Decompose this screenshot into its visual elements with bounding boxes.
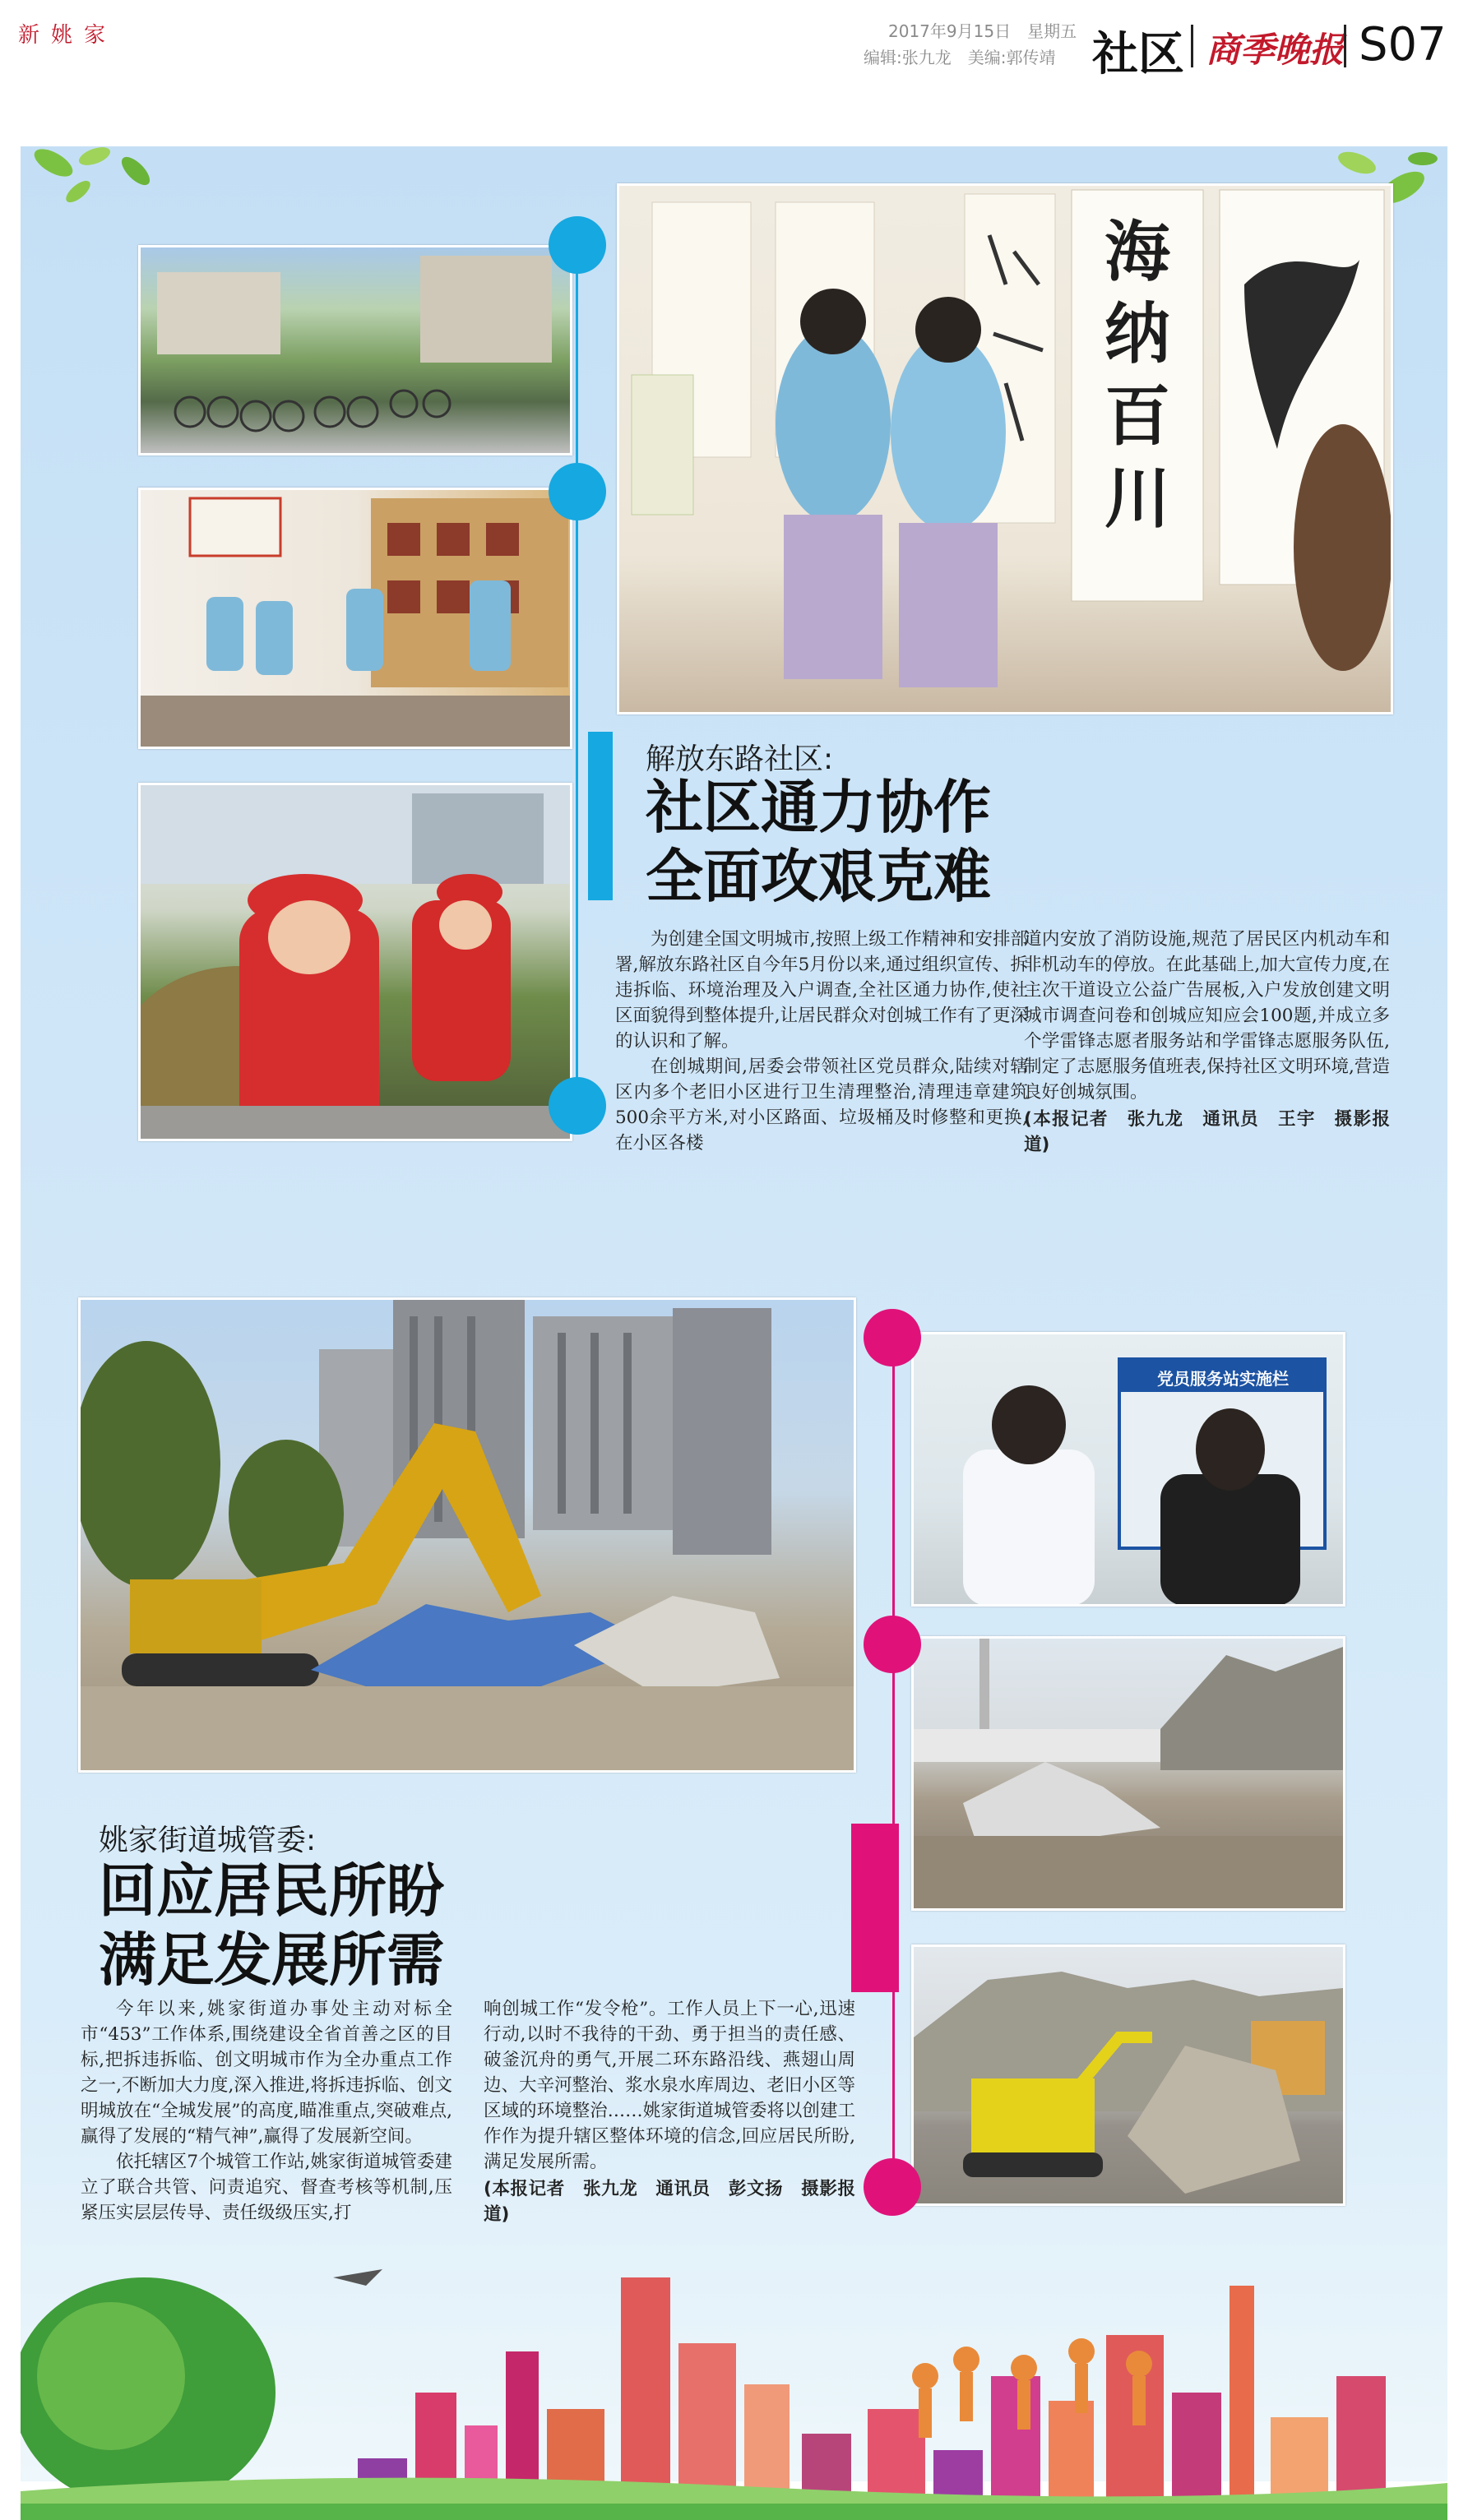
photo-rubble-site — [911, 1636, 1345, 1911]
photo-culture-room — [138, 488, 572, 749]
article2-paragraph: 依托辖区7个城管工作站,姚家街道城管委建立了联合共管、问责追究、督查考核等机制,压紧压实层层传导、责任级级压实,打 — [81, 2152, 452, 2223]
article1-paragraph: 道内安放了消防设施,规范了居民区内机动车和非机动车的停放。在此基础上,加大宣传力度,在主次干道设立公益广告展板,入户发放创建文明城市调查问卷和创城应知应会100题,并成立多个学雷锋志愿者服务站和学雷锋志愿服务队伍,制定了志愿服务值班表,保持社区文明环境,营造良好创城氛围。 — [1024, 929, 1390, 1103]
article1-kicker: 解放东路社区: — [646, 742, 834, 776]
article2-paragraph: 响创城工作“发令枪”。工作人员上下一心,迅速行动,以时不我待的干劲、勇于担当的责任感、破釜沉舟的勇气,开展二环东路沿线、燕翅山周边、大辛河整治、浆水泉水库周边、老旧小区等区域的环境整治……姚家街道城管委将以创建工作作为提升辖区整体环境的信念,回应居民所盼,满足发展所需。 — [484, 1999, 855, 2172]
article1-column1 — [615, 927, 1028, 1156]
timeline-dot — [549, 463, 606, 520]
header-divider — [1344, 25, 1346, 67]
timeline-dot — [864, 1616, 921, 1673]
notice-board-title: 党员服务站实施栏 — [1157, 1369, 1289, 1389]
editor-credits: 编辑:张九龙 美编:郭传靖 — [864, 48, 1056, 67]
article1-paragraph: 在创城期间,居委会带领社区党员群众,陆续对辖区内多个老旧小区进行卫生清理整治,清理违章建筑500余平方米,对小区路面、垃圾桶及时修整和更换,在小区各楼 — [615, 1057, 1028, 1154]
article1-headline-line: 全面攻艰克难 — [646, 843, 991, 910]
photo-volunteers-cleanup — [138, 783, 572, 1141]
article1-headline — [646, 773, 991, 911]
photo-wall-demolition — [911, 1944, 1345, 2206]
newspaper-logo: 商季晚报 — [1206, 30, 1345, 70]
leaf-decoration — [21, 146, 185, 237]
timeline-line — [576, 238, 578, 1102]
article2-headline-line: 回应居民所盼 — [99, 1857, 444, 1925]
headline-accent-bar — [851, 1824, 899, 1992]
article2-headline-line: 满足发展所需 — [99, 1926, 444, 1994]
article1-column2 — [1024, 927, 1390, 1158]
timeline-line — [892, 1336, 895, 2195]
page-number: S07 — [1359, 18, 1447, 72]
photo-calligraphy-exhibition — [617, 183, 1393, 714]
section-label: 新姚家 — [18, 23, 118, 48]
article1-paragraph: 为创建全国文明城市,按照上级工作精神和安排部署,解放东路社区自今年5月份以来,通过组织宣传、拆违拆临、环境治理及入户调查,全社区通力协作,使社区面貌得到整体提升,让居民群众对创城工作有了更深的认识和了解。 — [615, 929, 1028, 1052]
article2-headline — [99, 1856, 444, 1995]
cityscape-illustration — [21, 2187, 1447, 2520]
header-divider — [1191, 25, 1193, 67]
article2-paragraph: 今年以来,姚家街道办事处主动对标全市“453”工作体系,围绕建设全省首善之区的目标,把拆违拆临、创文明城市作为全办重点工作之一,不断加大力度,深入推进,将拆违拆临、创文明城放在“全城发展”的高度,瞄准重点,突破难点,赢得了发展的“精气神”,赢得了发展新空间。 — [81, 1999, 452, 2147]
photo-bicycle-parking — [138, 245, 572, 455]
photo-demolition-excavator — [78, 1297, 856, 1773]
article1-byline: (本报记者 张九龙 通讯员 王宇 摄影报道) — [1024, 1109, 1390, 1155]
article1-headline-line: 社区通力协作 — [646, 774, 991, 841]
timeline-dot — [549, 1077, 606, 1135]
issue-date: 2017年9月15日 星期五 — [888, 21, 1077, 41]
section-title: 社区 — [1092, 28, 1184, 81]
article2-kicker: 姚家街道城管委: — [99, 1824, 317, 1857]
timeline-dot — [549, 216, 606, 274]
headline-accent-bar — [588, 732, 613, 900]
timeline-dot — [864, 1309, 921, 1366]
photo-notice-board — [911, 1332, 1345, 1607]
article2-byline: (本报记者 张九龙 通讯员 彭文扬 摄影报道) — [484, 2179, 855, 2225]
calligraphy-text: 海纳百川 — [1104, 213, 1170, 537]
